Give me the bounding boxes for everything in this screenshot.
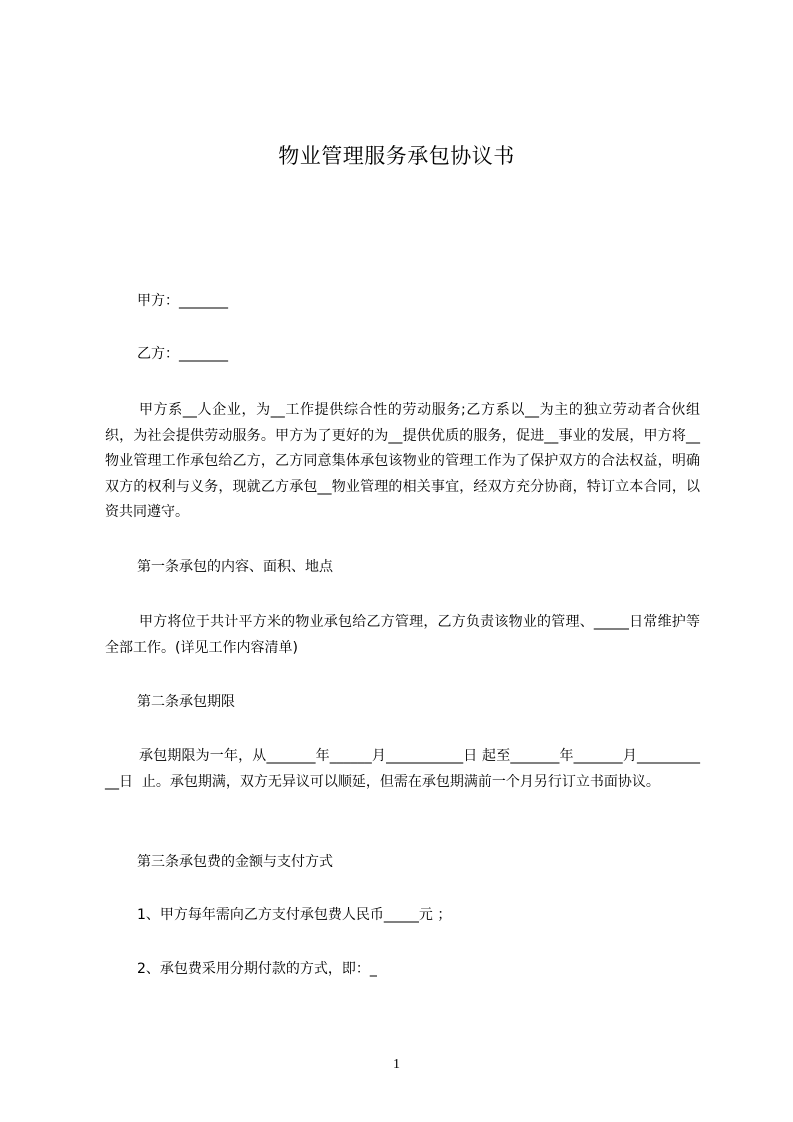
article-1-heading: 第一条承包的内容、面积、地点 — [137, 559, 333, 575]
article-2-heading: 第二条承包期限 — [137, 694, 235, 710]
article-2-body: 承包期限为一年，从_______年______月___________日 起至_______年_______月___________日 止。承包期满，双方无异议可以顺延，但需在承包期满前一个月另行订立书面协议。 — [105, 748, 700, 790]
party-b-line: 乙方：_______ — [137, 346, 228, 362]
article-1-body: 甲方将位于共计平方米的物业承包给乙方管理，乙方负责该物业的管理、_____日常维护等全部工作。(详见工作内容清单) — [105, 614, 700, 656]
article-3-item-1: 1、甲方每年需向乙方支付承包费人民币_____元 ； — [137, 907, 452, 923]
page-number: 1 — [393, 1057, 400, 1072]
article-3-heading: 第三条承包费的金额与支付方式 — [137, 854, 333, 870]
document-title: 物业管理服务承包协议书 — [278, 144, 515, 168]
intro-paragraph: 甲方系__人企业，为__工作提供综合性的劳动服务;乙方系以__为主的独立劳动者合伙组织，为社会提供劳动服务。甲方为了更好的为__提供优质的服务，促进__事业的发展，甲方将__物业管理工作承包给乙方，乙方同意集体承包该物业的管理工作为了保护双方的合法权益，明确双方的权利与义务，现就乙方承包__物业管理的相关事宜，经双方充分协商，特订立本合同，以资共同遵守。 — [105, 402, 700, 521]
party-a-line: 甲方：_______ — [137, 293, 228, 309]
article-3-item-2: 2、承包费采用分期付款的方式，即：_ — [137, 961, 377, 977]
